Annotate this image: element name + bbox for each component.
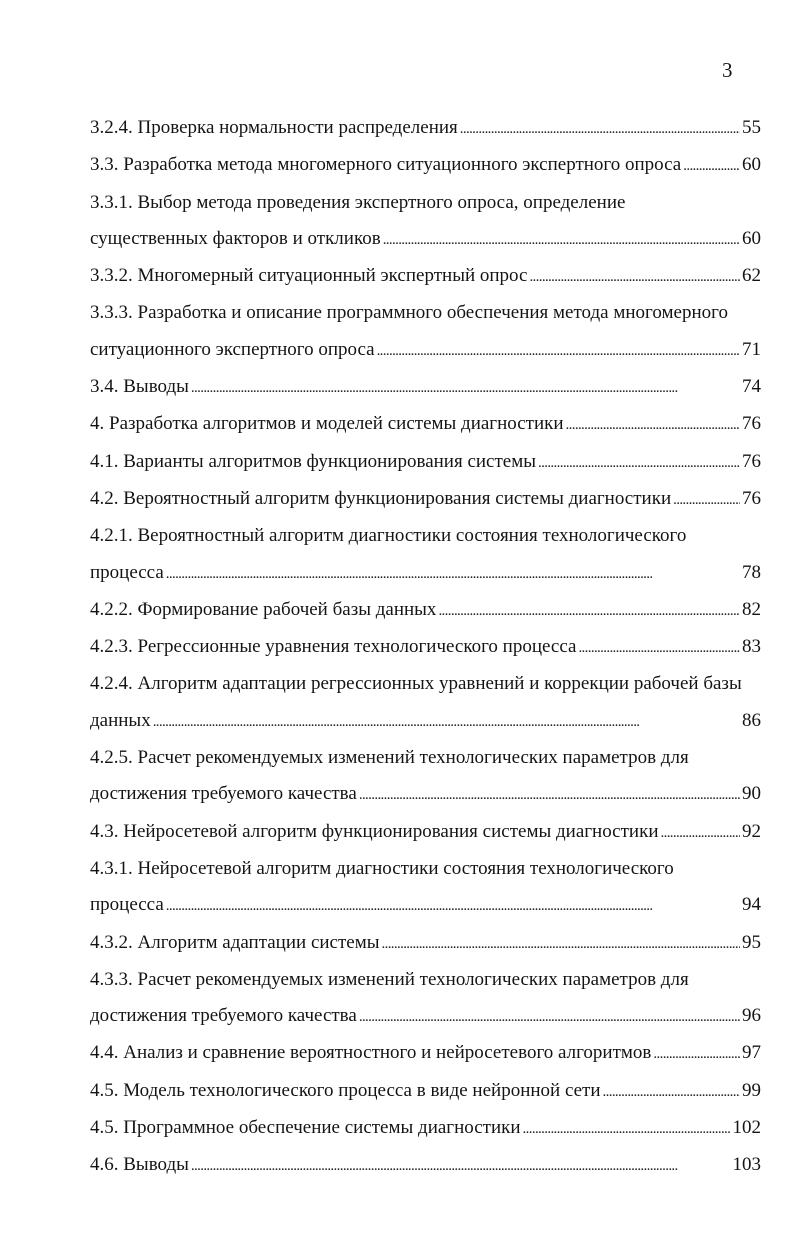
toc-entry (90, 1035, 761, 1072)
toc-entry-title: 3.3.2. Многомерный ситуационный экспертный опрос (90, 265, 528, 287)
toc-entry-title: 3.2.4. Проверка нормальности распределения (90, 117, 458, 138)
toc-entry-title: 4.2.2. Формирование рабочей базы данных (90, 598, 437, 620)
toc-entry-title-line: 4.2.1. Вероятностный алгоритм диагностики состояния технологического (90, 525, 687, 547)
toc-entry-row (90, 221, 761, 258)
toc-entry-row (90, 369, 761, 406)
toc-entry-title: данных (90, 709, 151, 731)
toc-entry (90, 851, 761, 925)
toc-entry (90, 629, 761, 666)
toc-entry-page: 94 (742, 894, 761, 916)
toc-entry-page: 102 (732, 1117, 761, 1139)
toc-entry-title: 4.3. Нейросетевой алгоритм функционирования системы диагностики (90, 820, 659, 842)
dot-leader (153, 704, 740, 740)
dot-leader (661, 815, 741, 851)
toc-entry-row (90, 998, 761, 1035)
toc-entry-title-line: 4.2.5. Расчет рекомендуемых изменений технологических параметров для (90, 747, 689, 769)
toc-entry-title: 4.6. Выводы (90, 1154, 189, 1176)
toc-entry-title: 4.2. Вероятностный алгоритм функционирования системы диагностики (90, 487, 672, 509)
toc-entry (90, 925, 761, 962)
toc-entry (90, 185, 761, 259)
toc-entry-page: 83 (742, 636, 761, 658)
table-of-contents (90, 110, 761, 1185)
toc-entry-page: 103 (732, 1154, 761, 1176)
toc-entry-title: 4.5. Программное обеспечение системы диагностики (90, 1117, 521, 1139)
toc-entry-title: 4.3.2. Алгоритм адаптации системы (90, 931, 380, 953)
toc-entry-row (90, 1110, 761, 1147)
toc-entry (90, 369, 761, 406)
dot-leader (377, 333, 740, 369)
toc-entry-title: 3.4. Выводы (90, 376, 189, 398)
toc-entry-title-line: 4.3.1. Нейросетевой алгоритм диагностики состояния технологического (90, 857, 674, 879)
toc-entry-page: 86 (742, 709, 761, 731)
toc-entry-page: 96 (742, 1005, 761, 1027)
toc-entry (90, 406, 761, 443)
toc-entry (90, 962, 761, 1036)
toc-entry (90, 258, 761, 295)
toc-entry-row (90, 258, 761, 295)
toc-entry-row (90, 592, 761, 629)
dot-leader (578, 630, 740, 666)
toc-entry-page: 78 (742, 561, 761, 583)
toc-entry-page: 76 (742, 413, 761, 435)
toc-entry-page: 76 (742, 487, 761, 509)
toc-entry-row (90, 1147, 761, 1184)
toc-entry (90, 518, 761, 592)
toc-entry-title: 4.1. Варианты алгоритмов функционирования системы (90, 450, 537, 472)
toc-entry-row (90, 481, 761, 518)
toc-entry-row (90, 887, 761, 924)
toc-entry (90, 666, 761, 740)
toc-entry-page: 55 (742, 117, 761, 138)
dot-leader (460, 111, 740, 147)
toc-entry-title: 4.2.3. Регрессионные уравнения технологического процесса (90, 636, 577, 658)
toc-entry-row (90, 406, 761, 443)
toc-entry-title: существенных факторов и откликов (90, 227, 381, 249)
toc-entry-page: 82 (742, 598, 761, 620)
toc-entry-page: 60 (742, 154, 761, 176)
toc-entry-title-line: 3.3.3. Разработка и описание программного обеспечения метода многомерного (90, 302, 728, 324)
toc-entry-title: процесса (90, 894, 164, 916)
toc-entry-page: 76 (742, 450, 761, 472)
toc-entry-page: 99 (742, 1079, 761, 1101)
toc-entry-page: 62 (742, 265, 761, 287)
toc-entry-row (90, 332, 761, 369)
dot-leader (603, 1074, 740, 1110)
toc-entry-page: 60 (742, 227, 761, 249)
dot-leader (683, 148, 740, 184)
toc-entry (90, 481, 761, 518)
dot-leader (359, 777, 740, 813)
page-number: 3 (722, 58, 733, 82)
toc-entry-title: 4.4. Анализ и сравнение вероятностного и нейросетевого алгоритмов (90, 1042, 652, 1064)
dot-leader (653, 1036, 740, 1072)
dot-leader (191, 370, 740, 406)
toc-entry (90, 814, 761, 851)
toc-entry (90, 444, 761, 481)
dot-leader (566, 407, 740, 443)
dot-leader (383, 222, 740, 258)
toc-entry-page: 74 (742, 376, 761, 398)
toc-entry-title-line: 4.2.4. Алгоритм адаптации регрессионных уравнений и коррекции рабочей базы (90, 673, 742, 695)
toc-entry (90, 1110, 761, 1147)
toc-entry-row (90, 147, 761, 184)
toc-entry-title: 3.3. Разработка метода многомерного ситуационного экспертного опроса (90, 154, 682, 176)
toc-entry-row (90, 1073, 761, 1110)
toc-entry (90, 740, 761, 814)
toc-entry-page: 95 (742, 931, 761, 953)
dot-leader (359, 999, 740, 1035)
toc-entry-row (90, 776, 761, 813)
dot-leader (191, 1148, 731, 1184)
toc-entry (90, 147, 761, 184)
toc-entry-title-line: 4.3.3. Расчет рекомендуемых изменений технологических параметров для (90, 968, 689, 990)
toc-entry-title-line: 3.3.1. Выбор метода проведения экспертного опроса, определение (90, 191, 626, 213)
toc-entry (90, 110, 761, 147)
toc-entry-row (90, 1035, 761, 1072)
toc-entry (90, 592, 761, 629)
dot-leader (529, 259, 740, 295)
toc-entry-title: достижения требуемого качества (90, 783, 357, 805)
toc-entry-title: процесса (90, 561, 164, 583)
toc-entry-page: 92 (742, 820, 761, 842)
toc-entry-page: 71 (742, 338, 761, 360)
toc-entry-row (90, 555, 761, 592)
toc-entry-row (90, 444, 761, 481)
toc-entry-title: ситуационного экспертного опроса (90, 338, 375, 360)
toc-entry-title: 4. Разработка алгоритмов и моделей системы диагностики (90, 413, 564, 435)
toc-entry-title: 4.5. Модель технологического процесса в виде нейронной сети (90, 1079, 601, 1101)
toc-entry-row (90, 814, 761, 851)
toc-entry-row (90, 925, 761, 962)
dot-leader (523, 1111, 731, 1147)
dot-leader (166, 556, 740, 592)
toc-entry (90, 295, 761, 369)
toc-entry-title: достижения требуемого качества (90, 1005, 357, 1027)
toc-entry (90, 1147, 761, 1184)
toc-entry-page: 97 (742, 1042, 761, 1064)
dot-leader (166, 888, 740, 924)
toc-entry-page: 90 (742, 783, 761, 805)
toc-entry-row (90, 703, 761, 740)
toc-entry-row (90, 629, 761, 666)
dot-leader (538, 445, 740, 481)
dot-leader (673, 482, 740, 518)
toc-entry-row (90, 110, 761, 147)
dot-leader (382, 926, 741, 962)
dot-leader (438, 593, 740, 629)
toc-entry (90, 1073, 761, 1110)
